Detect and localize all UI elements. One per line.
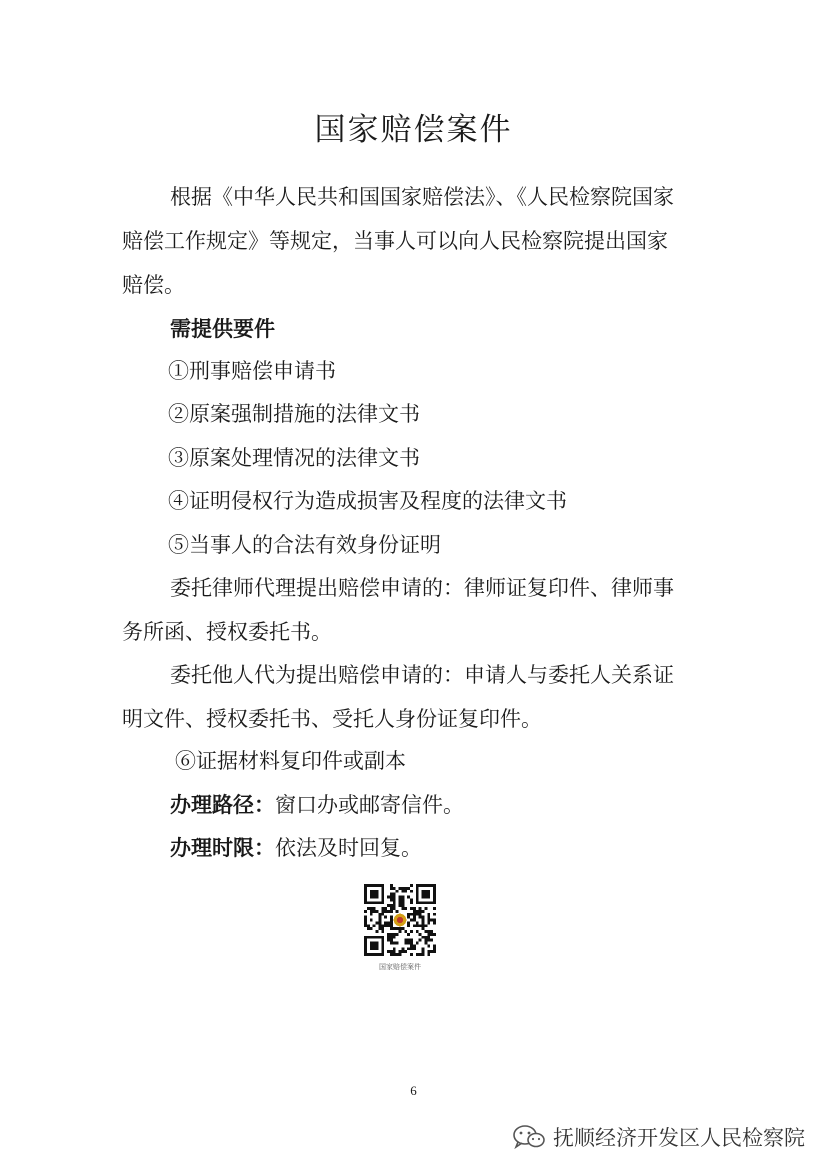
route-value: 窗口办或邮寄信件。 [275,793,464,817]
route-line [170,790,464,820]
agent-line-2: 明文件、授权委托书、受托人身份证复印件。 [122,707,542,731]
intro-line-2: 赔偿工作规定》等规定，当事人可以向人民检察院提出国家 [122,229,668,253]
watermark [511,1122,805,1152]
page-title: 国家赔偿案件 [314,112,513,148]
time-line [170,833,422,863]
time-label: 办理时限： [170,835,275,860]
agent-line-1: 委托他人代为提出赔偿申请的：申请人与委托人关系证 [170,663,674,687]
qr-caption: 国家赔偿案件 [379,963,421,971]
requirement-item-2: ②原案强制措施的法律文书 [168,402,420,426]
time-value: 依法及时回复。 [275,836,422,860]
requirement-item-3: ③原案处理情况的法律文书 [168,446,420,470]
evidence-item: ⑥证据材料复印件或副本 [175,749,406,773]
intro-line-1: 根据《中华人民共和国国家赔偿法》、《人民检察院国家 [170,185,674,209]
page-number: 6 [410,1083,417,1098]
qr-code[interactable] [360,884,440,956]
wechat-icon [511,1123,547,1151]
requirement-item-5: ⑤当事人的合法有效身份证明 [168,533,441,557]
requirement-item-1: ①刑事赔偿申请书 [168,359,336,383]
requirement-item-4: ④证明侵权行为造成损害及程度的法律文书 [168,489,567,513]
requirements-heading: 需提供要件 [170,316,275,341]
watermark-text: 抚顺经济开发区人民检察院 [553,1126,805,1150]
intro-line-3: 赔偿。 [122,273,185,297]
lawyer-line-2: 务所函、授权委托书。 [122,620,332,644]
route-label: 办理路径： [170,792,275,817]
lawyer-line-1: 委托律师代理提出赔偿申请的：律师证复印件、律师事 [170,576,674,600]
